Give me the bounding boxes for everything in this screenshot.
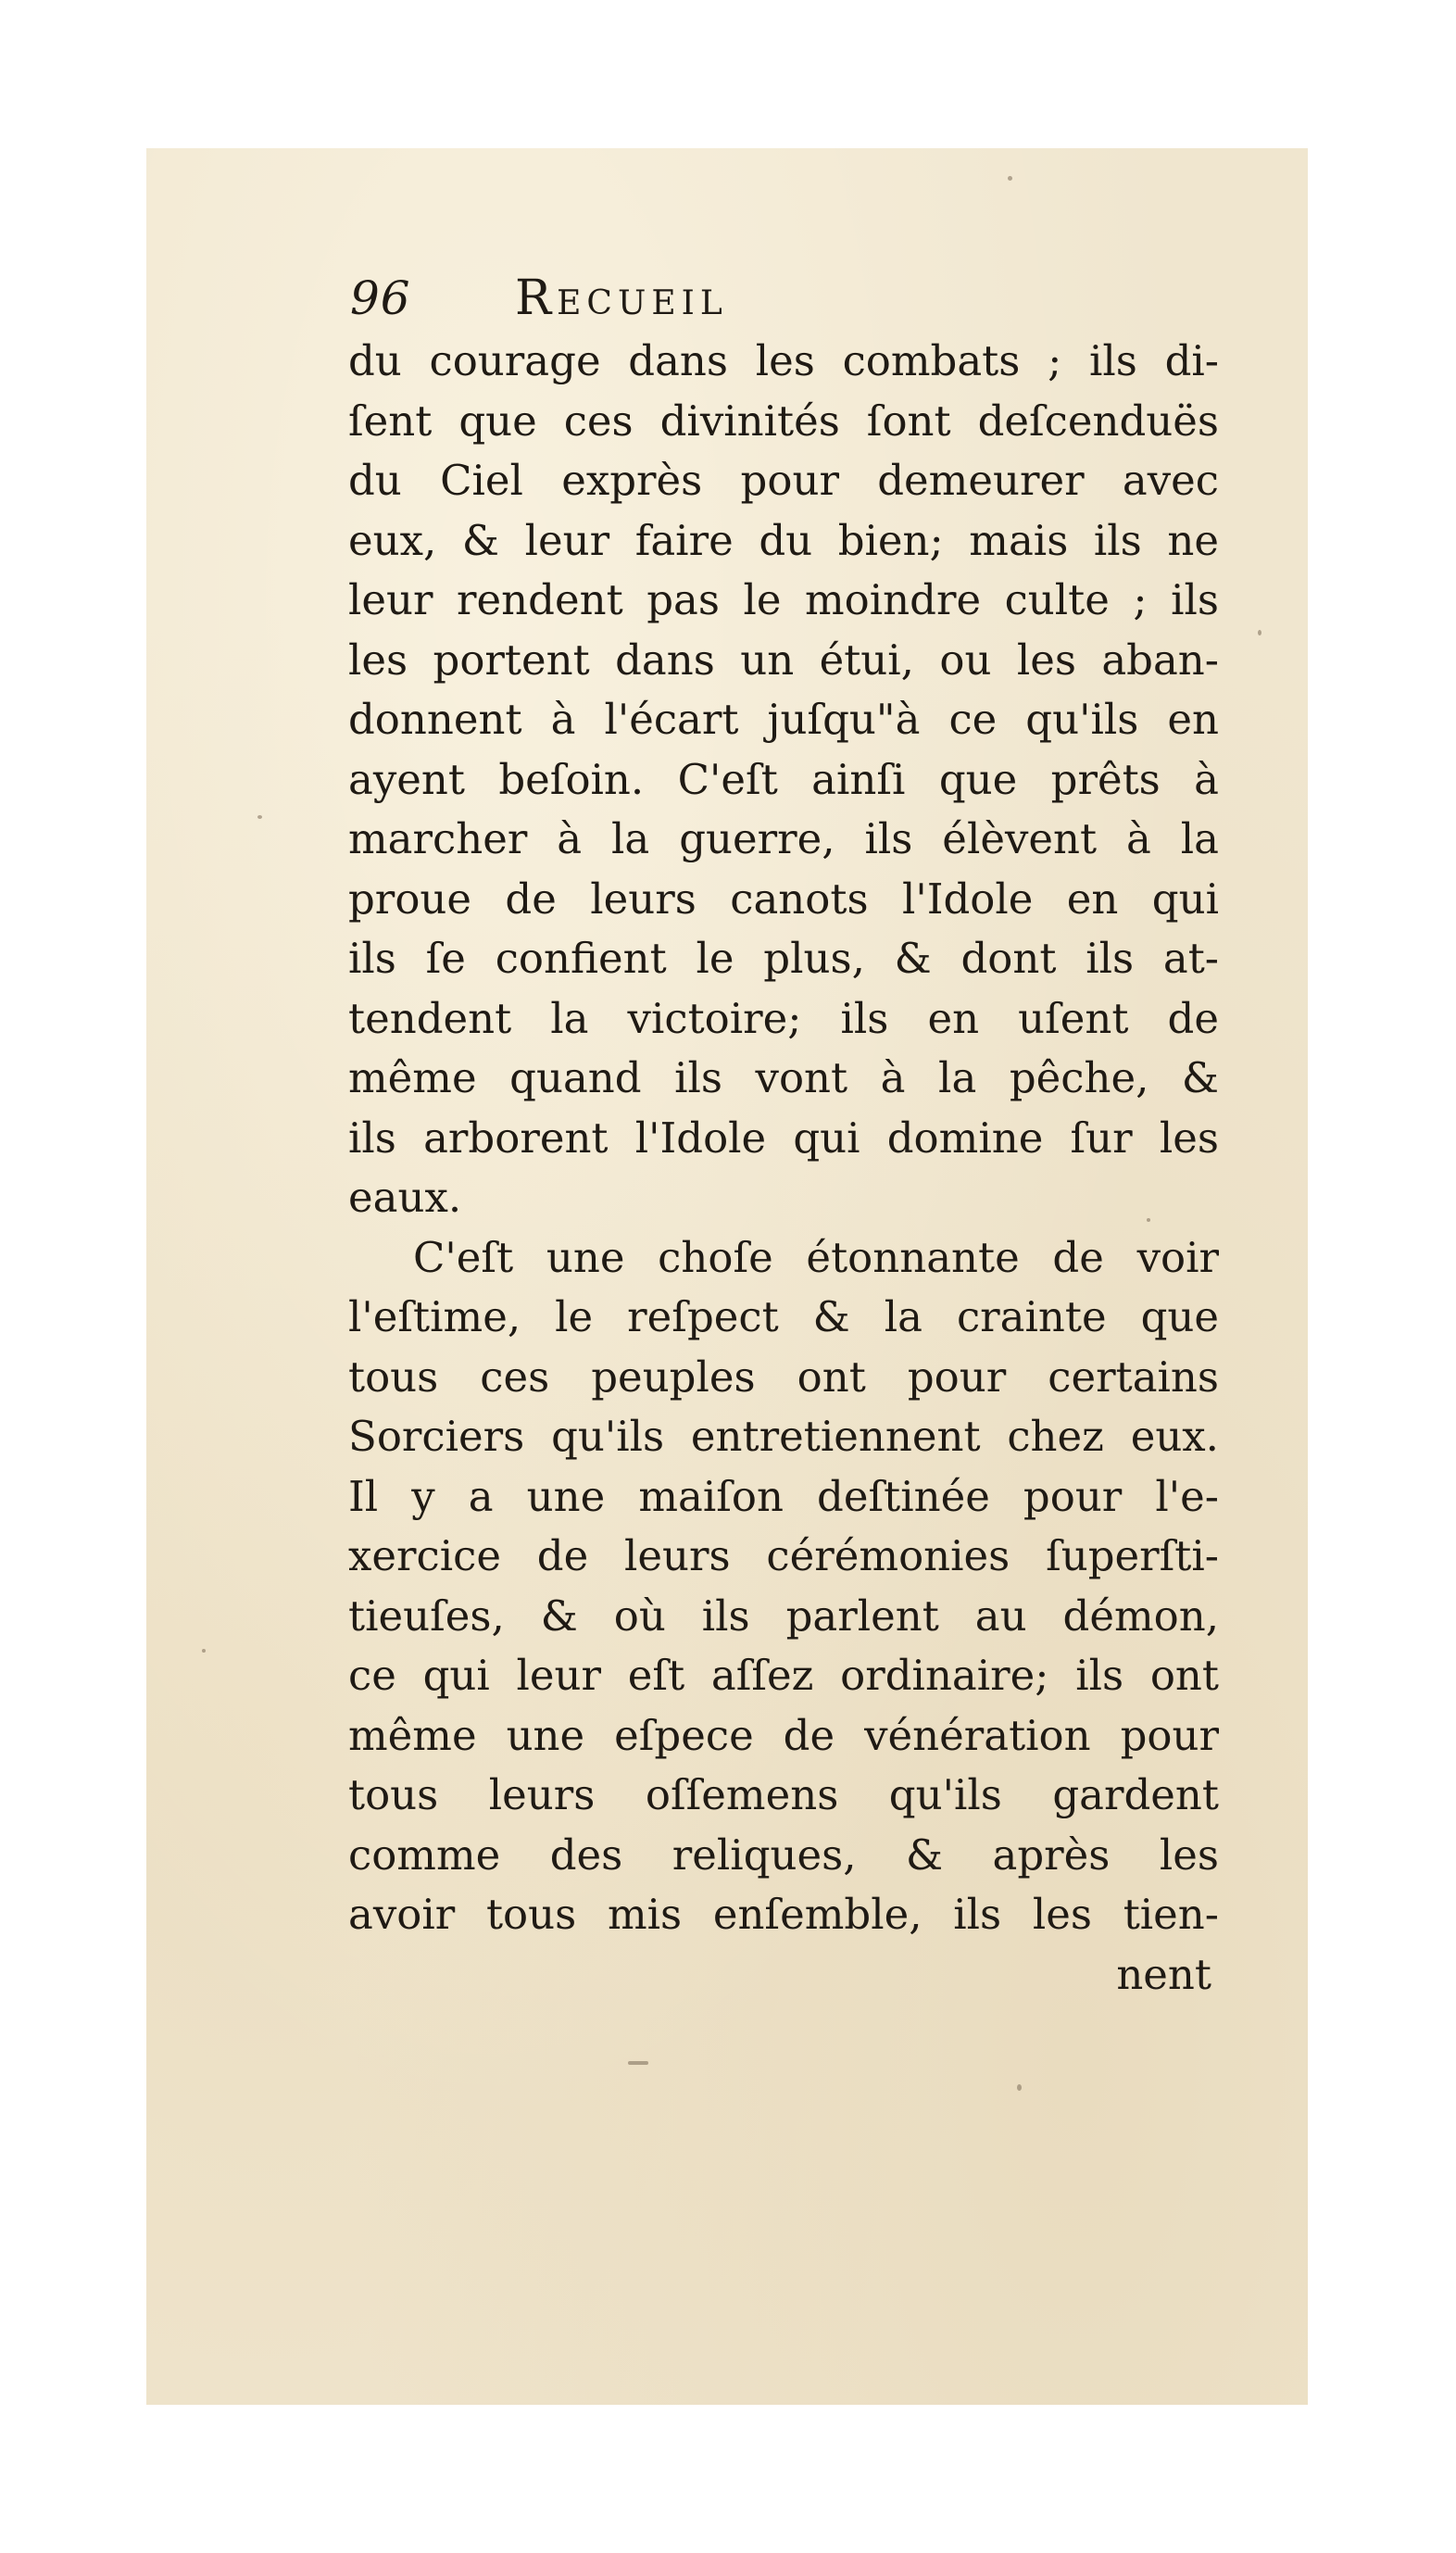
paper-speck [1008, 176, 1012, 181]
text-line: eux, & leur faire du bien; mais ils ne [348, 515, 1219, 565]
paragraph-2 [348, 1228, 1219, 1945]
text-line: ſent que ces divinités ſont deſcenduës [348, 396, 1219, 446]
text-line: du Ciel exprès pour demeurer avec [348, 456, 1219, 505]
text-line: ils arborent l'Idole qui domine ſur les [348, 1113, 1219, 1163]
paper-speck [202, 1649, 206, 1653]
text-line: les portent dans un étui, ou les aban- [348, 635, 1219, 685]
text-line: tous leurs oſſemens qu'ils gardent [348, 1770, 1219, 1819]
text-line: xercice de leurs cérémonies ſuperſti- [348, 1531, 1219, 1580]
text-line: tous ces peuples ont pour certains [348, 1352, 1219, 1402]
page-text [348, 269, 1219, 2005]
text-line: tieuſes, & où ils parlent au démon, [348, 1591, 1219, 1641]
text-line: ce qui leur eſt aſſez ordinaire; ils ont [348, 1651, 1219, 1700]
text-line: marcher à la guerre, ils élèvent à la [348, 814, 1219, 863]
text-line: donnent à l'écart juſqu"à ce qu'ils en [348, 695, 1219, 744]
paper-speck [257, 815, 262, 819]
text-line: Il y a une maiſon deſtinée pour l'e- [348, 1471, 1219, 1521]
text-line: même quand ils vont à la pêche, & [348, 1053, 1219, 1102]
page-header [348, 269, 1219, 332]
text-line: proue de leurs canots l'Idole en qui [348, 874, 1219, 924]
catchword: nent [1116, 1949, 1211, 1999]
text-line: comme des reliques, & après les [348, 1830, 1219, 1880]
text-line: eaux. [348, 1173, 462, 1222]
page-number: 96 [350, 271, 411, 325]
text-line: C'eſt une choſe étonnante de voir [413, 1232, 1219, 1282]
text-line: avoir tous mis enſemble, ils les tien- [348, 1890, 1219, 1939]
text-line: du courage dans les combats ; ils di- [348, 336, 1219, 385]
book-page [146, 148, 1308, 2405]
paper-speck [628, 2061, 648, 2065]
text-line: tendent la victoire; ils en uſent de [348, 993, 1219, 1043]
paragraph-1 [348, 332, 1219, 1228]
text-line: l'eſtime, le reſpect & la crainte que [348, 1292, 1219, 1341]
running-head: Recueil [515, 270, 728, 326]
text-line: ils ſe confient le plus, & dont ils at- [348, 934, 1219, 983]
text-line: Sorciers qu'ils entretiennent chez eux. [348, 1412, 1219, 1461]
text-line: leur rendent pas le moindre culte ; ils [348, 575, 1219, 624]
text-line: ayent beſoin. C'eſt ainſi que prêts à [348, 754, 1219, 804]
paper-speck [1017, 2084, 1022, 2091]
paper-speck [1258, 630, 1261, 635]
text-line: même une eſpece de vénération pour [348, 1710, 1219, 1760]
